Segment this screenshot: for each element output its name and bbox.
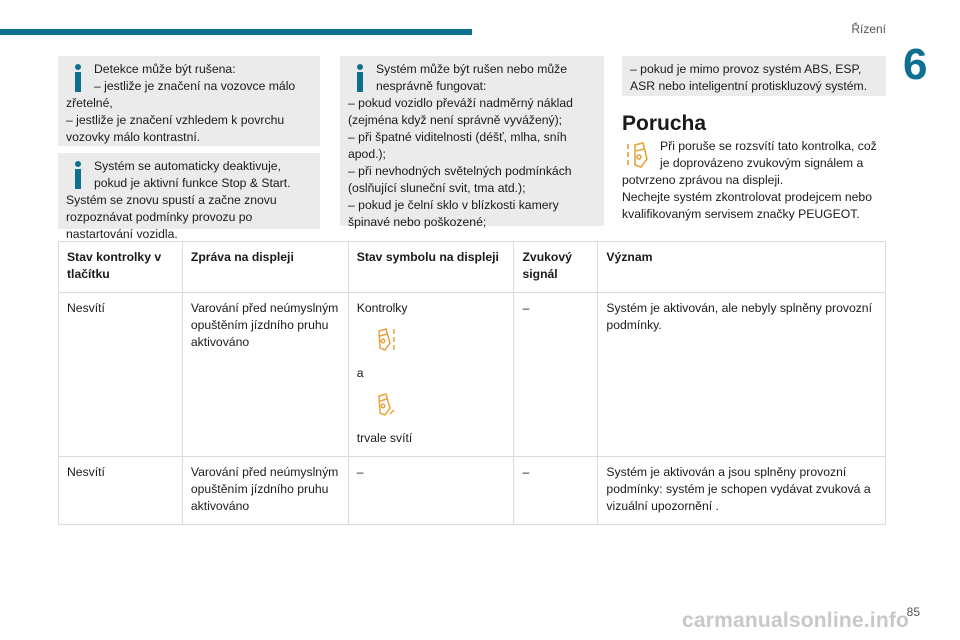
note-text: Detekce může být rušena: – jestliže je značení na vozovce málo zřetelné, – jestliže je značení vzhledem k povrchu vozovky málo kontrastní. — [66, 62, 296, 144]
sound-cell: – — [514, 293, 598, 457]
note-text: – pokud je mimo provoz systém ABS, ESP, ASR nebo inteligentní protiskluzový systém. — [630, 62, 868, 93]
symbol-cell — [348, 293, 514, 457]
status-table — [58, 241, 886, 525]
chapter-number: 6 — [903, 40, 928, 89]
info-icon — [352, 64, 368, 92]
note-text: Systém se automaticky deaktivuje, pokud je aktivní funkce Stop & Start. Systém se znovu spustí a začne znovu rozpoznávat podmínky provozu po nastartování vozidla. — [66, 159, 294, 241]
info-icon — [70, 64, 86, 92]
symbol-suffix: trvale svítí — [356, 431, 413, 445]
section-title: Řízení — [851, 22, 886, 36]
state-cell: Nesvítí — [59, 457, 183, 525]
column-header: Význam — [598, 242, 886, 293]
column-header: Zvukový signál — [514, 242, 598, 293]
info-note — [58, 56, 320, 146]
info-note — [340, 56, 604, 229]
malfunction-text: Při poruše se rozsvítí tato kontrolka, což je doprovázeno zvukovým signálem a potvrzeno zprávou na displeji. Nechejte systém zkontrolovat prodejcem nebo kvalifikovaným servisem značky PEUGEOT. — [622, 139, 877, 221]
column-header: Stav symbolu na displeji — [348, 242, 514, 293]
header-accent-bar — [0, 29, 472, 35]
driver-attention-blinking-icon — [371, 325, 399, 357]
note-text: Systém může být rušen nebo může nesprávně fungovat: – pokud vozidlo převáží nadměrný náklad (zejména když není správně vyvážený); – při špatné viditelnosti (déšť, mlha, sníh apod.); – při nevhodných světelných podmínkách (oslňující sluneční svit, tma atd.); – pokud je čelní sklo v blízkosti kamery špinavé nebo poškozené; — [348, 62, 573, 229]
info-note-continuation — [622, 56, 886, 96]
column-header: Zpráva na displeji — [182, 242, 348, 293]
info-icon — [70, 161, 86, 189]
message-cell: Varování před neúmyslným opuštěním jízdního pruhu aktivováno — [182, 293, 348, 457]
malfunction-section — [622, 138, 884, 223]
state-cell: Nesvítí — [59, 293, 183, 457]
driver-attention-warning-icon — [624, 140, 654, 170]
sound-cell: – — [514, 457, 598, 525]
symbol-cell: – — [348, 457, 514, 525]
info-note — [58, 153, 320, 241]
page-number: 85 — [906, 605, 920, 619]
column-header: Stav kontrolky v tlačítku — [59, 242, 183, 293]
meaning-cell: Systém je aktivován a jsou splněny provozní podmínky: systém je schopen vydávat zvuková a vizuální upozornění . — [598, 457, 886, 525]
driver-attention-icon — [371, 390, 399, 422]
symbol-label: Kontrolky — [356, 301, 408, 315]
table-row — [59, 293, 886, 457]
table-row — [59, 457, 886, 525]
message-cell: Varování před neúmyslným opuštěním jízdního pruhu aktivováno — [182, 457, 348, 525]
meaning-cell: Systém je aktivován, ale nebyly splněny provozní podmínky. — [598, 293, 886, 457]
watermark: carmanualsonline.info — [682, 609, 910, 632]
symbol-conjunction: a — [356, 366, 364, 380]
table-header-row — [59, 242, 886, 293]
malfunction-heading: Porucha — [622, 112, 707, 135]
